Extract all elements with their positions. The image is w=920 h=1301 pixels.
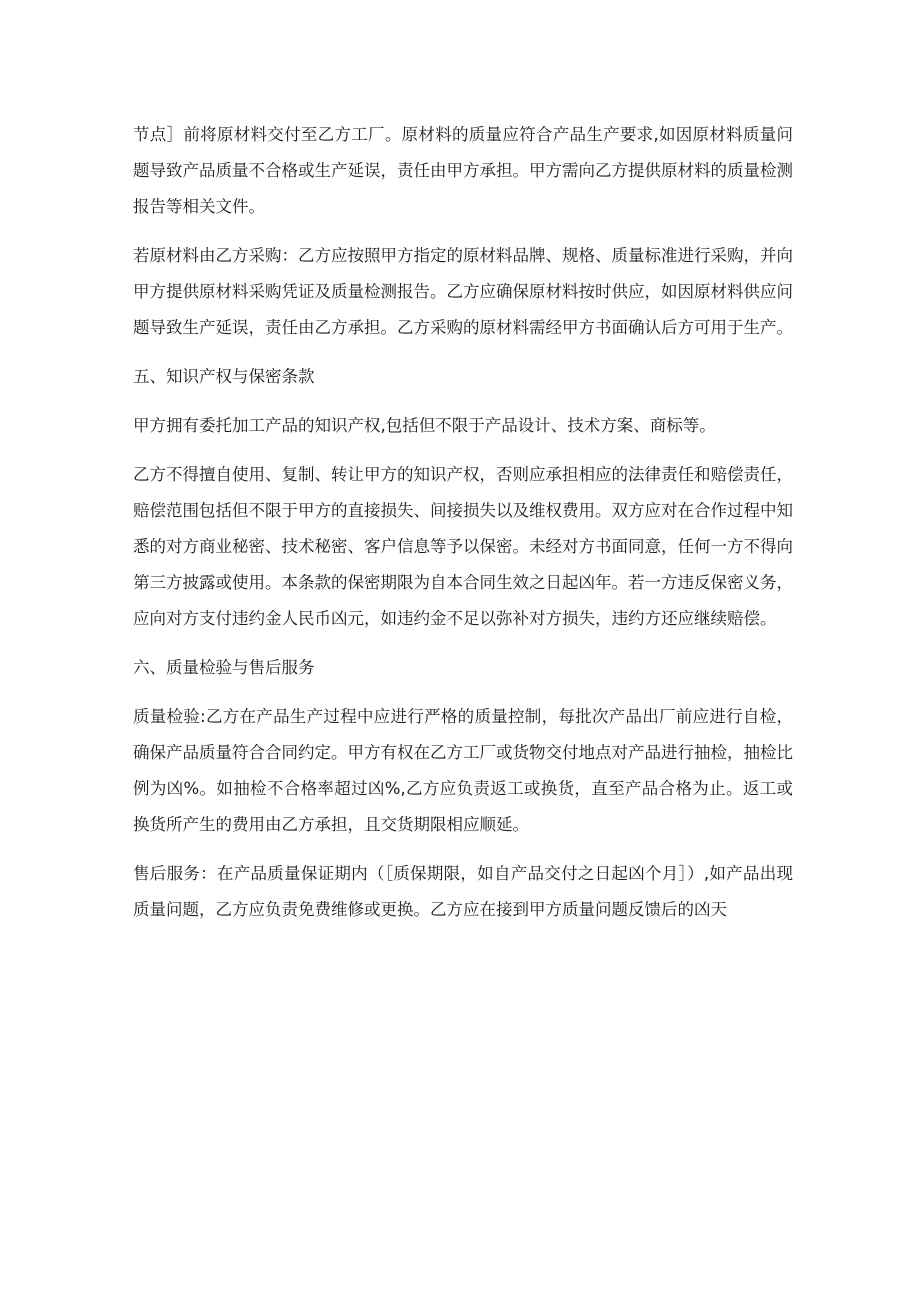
paragraph-quality-inspection: 质量检验:乙方在产品生产过程中应进行严格的质量控制，每批次产品出厂前应进行自检，确保产品质量符合合同约定。甲方有权在乙方工厂或货物交付地点对产品进行抽检，抽检比例为凶%。如抽检不合格率超过凶%,乙方应负责返工或换货，直至产品合格为止。返工或换货所产生的费用由乙方承担，且交货期限相应顺延。 [133,707,793,834]
document-body [133,117,793,941]
paragraph-ip-ownership: 甲方拥有委托加工产品的知识产权,包括但不限于产品设计、技术方案、商标等。 [133,416,716,435]
paragraph-after-sales: 售后服务：在产品质量保证期内（［质保期限，如自产品交付之日起凶个月］）,如产品出现质量问题，乙方应负责免费维修或更换。乙方应在接到甲方质量问题反馈后的凶天 [133,864,793,919]
section-heading-ip-confidentiality: 五、知识产权与保密条款 [133,367,315,386]
paragraph-raw-material-delivery: 节点］前将原材料交付至乙方工厂。原材料的质量应符合产品生产要求,如因原材料质量问题导致产品质量不合格或生产延误，责任由甲方承担。甲方需向乙方提供原材料的质量检测报告等相关文件。 [133,125,793,216]
paragraph-supplier-procurement: 若原材料由乙方采购：乙方应按照甲方指定的原材料品牌、规格、质量标准进行采购，并向甲方提供原材料采购凭证及质量检测报告。乙方应确保原材料按时供应，如因原材料供应问题导致生产延误，责任由乙方承担。乙方采购的原材料需经甲方书面确认后方可用于生产。 [133,246,793,337]
section-heading-quality-service: 六、质量检验与售后服务 [133,658,315,677]
paragraph-confidentiality: 乙方不得擅自使用、复制、转让甲方的知识产权，否则应承担相应的法律责任和赔偿责任，赔偿范围包括但不限于甲方的直接损失、间接损失以及维权费用。双方应对在合作过程中知悉的对方商业秘密、技术秘密、客户信息等予以保密。未经对方书面同意，任何一方不得向第三方披露或使用。本条款的保密期限为自本合同生效之日起凶年。若一方违反保密义务，应向对方支付违约金人民币凶元，如违约金不足以弥补对方损失，违约方还应继续赔偿。 [133,465,793,628]
